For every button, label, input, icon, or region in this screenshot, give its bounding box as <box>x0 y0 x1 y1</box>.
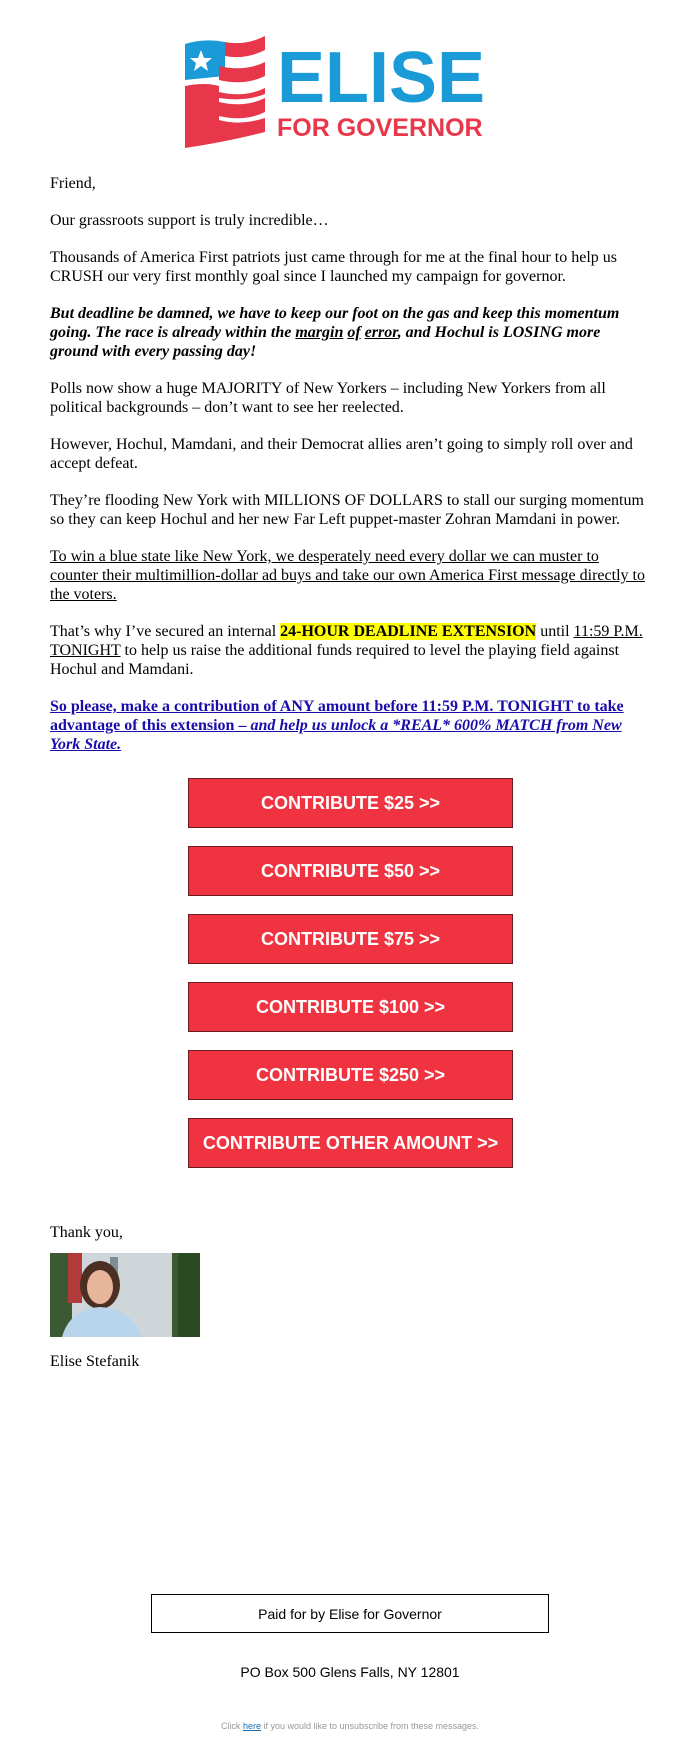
svg-text:FOR GOVERNOR: FOR GOVERNOR <box>277 114 483 142</box>
svg-text:ELISE: ELISE <box>277 38 486 118</box>
contribute-other-button[interactable]: CONTRIBUTE OTHER AMOUNT >> <box>188 1118 513 1168</box>
signoff-name: Elise Stefanik <box>50 1353 140 1370</box>
text: and help us unlock a *REAL* 600% MATCH from New York State. <box>50 717 622 753</box>
donate-link[interactable] <box>50 698 624 753</box>
text: error <box>364 324 398 341</box>
text: to help us raise the additional funds required to level the playing field against Hochul and Mamdani. <box>50 642 620 678</box>
unsubscribe-link[interactable]: here <box>242 1721 261 1731</box>
candidate-photo <box>50 1253 200 1337</box>
signoff-thanks: Thank you, <box>50 1224 123 1241</box>
paragraph: Polls now show a huge MAJORITY of New Yorkers – including New Yorkers from all political backgrounds – don’t want to see her reelected. <box>50 380 606 416</box>
emphasis-paragraph <box>50 304 650 361</box>
contribute-50-button[interactable]: CONTRIBUTE $50 >> <box>188 846 513 896</box>
text: But deadline be damned, we have to keep our foot on the gas and keep this momentum going. The race is already within the <box>50 305 620 341</box>
text: 11:59 P.M. TONIGHT <box>50 623 643 659</box>
underlined-paragraph: To win a blue state like New York, we desperately need every dollar we can muster to counter their multimillion-dollar ad buys and take our own America First message directly to the voters. <box>50 548 645 603</box>
contribute-75-button[interactable]: CONTRIBUTE $75 >> <box>188 914 513 964</box>
contribute-100-button[interactable]: CONTRIBUTE $100 >> <box>188 982 513 1032</box>
paragraph: Thousands of America First patriots just came through for me at the final hour to help us CRUSH our very first monthly goal since I launched my campaign for governor. <box>50 249 617 285</box>
email-body <box>50 174 650 772</box>
deadline-highlight: 24-HOUR DEADLINE EXTENSION <box>280 623 537 640</box>
text: margin <box>295 324 344 341</box>
unsubscribe-notice <box>0 1721 700 1731</box>
contribute-25-button[interactable]: CONTRIBUTE $25 >> <box>188 778 513 828</box>
deadline-paragraph <box>50 622 650 679</box>
paragraph: Our grassroots support is truly incredible… <box>50 212 329 229</box>
contribute-250-button[interactable]: CONTRIBUTE $250 >> <box>188 1050 513 1100</box>
paragraph: They’re flooding New York with MILLIONS OF DOLLARS to stall our surging momentum so they can keep Hochul and her new Far Left puppet-master Zohran Mamdani in power. <box>50 492 644 528</box>
text: Click <box>220 1721 243 1731</box>
flag-e-icon <box>185 36 515 148</box>
text: of <box>347 324 361 341</box>
text: if you would like to unsubscribe from these messages. <box>260 1721 480 1731</box>
text: That’s why I’ve secured an internal <box>50 623 281 640</box>
greeting: Friend, <box>50 175 96 192</box>
text: , and Hochul is LOSING more ground with every passing day! <box>50 324 601 360</box>
text: So please, make a contribution of ANY amount before 11:59 P.M. TONIGHT to take advantage of this extension – <box>50 698 624 734</box>
campaign-logo <box>185 36 515 148</box>
donate-link-paragraph[interactable] <box>50 697 650 754</box>
paragraph: However, Hochul, Mamdani, and their Democrat allies aren’t going to simply roll over and accept defeat. <box>50 436 633 472</box>
paid-for-disclaimer: Paid for by Elise for Governor <box>151 1594 549 1633</box>
mailing-address: PO Box 500 Glens Falls, NY 12801 <box>240 1664 460 1680</box>
text: until <box>536 623 574 640</box>
